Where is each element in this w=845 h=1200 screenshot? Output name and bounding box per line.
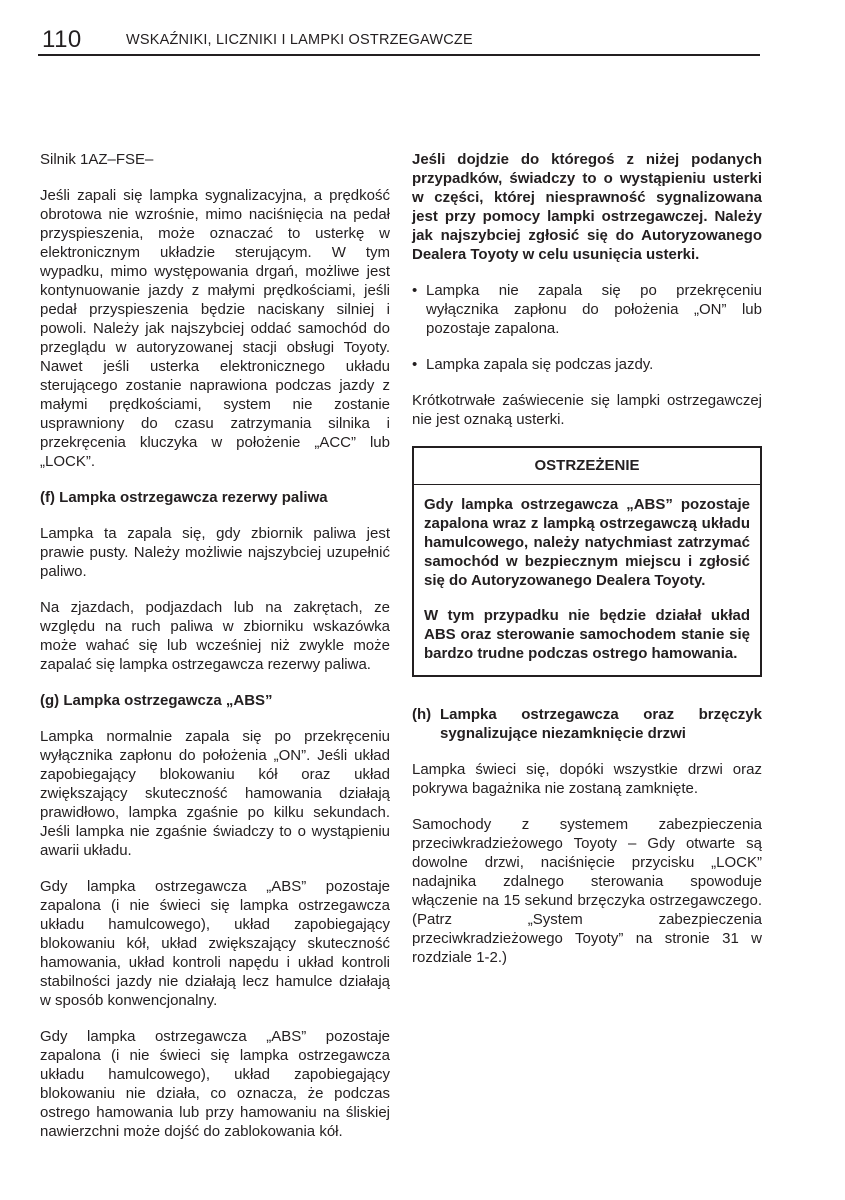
paragraph: Jeśli zapali się lampka sygnalizacyjna, a prędkość obrotowa nie wzrośnie, mimo naciśnięcia na pedał przyspieszenia, może oznaczać to usterkę w elektronicznym układzie sterującym. W tym wypadku, mimo występowania drgań, możliwe jest kontynuowanie jazdy z małymi prędkościami, jeśli pedał przyspieszenia będzie naciskany silniej i powoli. Należy jak najszybciej oddać samochód do przeglądu w autoryzowanej stacji obsługi Toyoty. Nawet jeśli usterka elektronicznego układu sterującego zostanie naprawiona podczas jazdy z małymi prędkościami, system nie zostanie usprawniony do czasu zatrzymania silnika i przekręcenia kluczyka w położenie „ACC” lub „LOCK”. [40,187,390,470]
warning-paragraph: Gdy lampka ostrzegawcza „ABS” pozostaje zapalona wraz z lampką ostrzegawczą układu hamulcowego, należy natychmiast zatrzymać samochód w bezpiecznym miejscu i zgłosić się do Autoryzowanego Dealera Toyoty. [424,496,750,589]
warning-paragraph: W tym przypadku nie będzie działał układ ABS oraz sterowanie samochodem stanie się bardzo trudne podczas ostrego hamowania. [424,607,750,662]
paragraph: Krótkotrwałe zaświecenie się lampki ostrzegawczej nie jest oznaką usterki. [412,392,762,428]
list-item-text: Lampka nie zapala się po przekręceniu wyłącznika zapłonu do położenia „ON” lub pozostaje zapalona. [426,282,762,337]
bullet-icon: • [412,282,418,299]
paragraph: Gdy lampka ostrzegawcza „ABS” pozostaje zapalona (i nie świeci się lampka ostrzegawcza układu hamulcowego), układ zapobiegający blokowaniu kół, układ zwiększający skuteczność hamowania, układ kontroli napędu i układ kontroli stabilności jazdy nie działają lecz hamulce działają w sposób konwencjonalny. [40,878,390,1009]
paragraph: Lampka świeci się, dopóki wszystkie drzwi oraz pokrywa bagażnika nie zostaną zamknięte. [412,761,762,797]
list-item [412,355,762,374]
paragraph: Lampka ta zapala się, gdy zbiornik paliwa jest prawie pusty. Należy możliwie najszybciej uzupełnić paliwo. [40,525,390,580]
section-heading-g: (g) Lampka ostrzegawcza „ABS” [40,692,273,709]
bold-intro: Jeśli dojdzie do któregoś z niżej podanych przypadków, świadczy to o wystąpieniu usterki w części, której niesprawność sygnalizowana jest przy pomocy lampki ostrzegawczej. Należy jak najszybciej zgłosić się do Autoryzowanego Dealera Toyoty w celu usunięcia usterki. [412,151,762,263]
paragraph: Samochody z systemem zabezpieczenia przeciwkradzieżowego Toyoty – Gdy otwarte są dowolne drzwi, naciśnięcie przycisku „LOCK” nadajnika zdalnego sterowania spowoduje włączenie na 15 sekund brzęczyka ostrzegawczego. (Patrz „System zabezpieczenia przeciwkradzieżowego Toyoty” na stronie 31 w rozdziale 1-2.) [412,816,762,966]
warning-box [412,446,762,677]
right-column [412,150,762,984]
section-heading-f: (f) Lampka ostrzegawcza rezerwy paliwa [40,489,328,506]
section-heading-h-label: (h) [412,706,432,723]
warning-title: OSTRZEŻENIE [414,448,760,485]
page-number: 110 [42,26,82,53]
bullet-icon: • [412,356,418,373]
engine-label: Silnik 1AZ–FSE– [40,151,154,168]
list-item-text: Lampka zapala się podczas jazdy. [426,356,654,373]
section-heading-h-text: Lampka ostrzegawcza oraz brzęczyk sygnalizujące niezamknięcie drzwi [440,706,762,742]
left-column [40,150,390,1158]
paragraph: Na zjazdach, podjazdach lub na zakrętach, ze względu na ruch paliwa w zbiorniku wskazówka może wahać się lub wcześniej niż zwykle może zapalać się lampka ostrzegawcza rezerwy paliwa. [40,599,390,673]
page-header [38,26,760,56]
list-item [412,281,762,338]
paragraph: Gdy lampka ostrzegawcza „ABS” pozostaje zapalona (i nie świeci się lampka ostrzegawcza układu hamulcowego), układ zapobiegający blokowaniu nie działa, co oznacza, że podczas ostrego hamowania lub przy hamowaniu na śliskiej nawierzchni może dojść do zablokowania kół. [40,1028,390,1140]
section-heading-h [412,705,762,743]
paragraph: Lampka normalnie zapala się po przekręceniu wyłącznika zapłonu do położenia „ON”. Jeśli układ zapobiegający blokowaniu kół oraz układ zwiększający skuteczność hamowania działają prawidłowo, lampka zgaśnie po kilku sekundach. Jeśli lampka nie zgaśnie świadczy to o wystąpieniu awarii układu. [40,728,390,859]
chapter-title: WSKAŹNIKI, LICZNIKI I LAMPKI OSTRZEGAWCZE [126,32,473,48]
